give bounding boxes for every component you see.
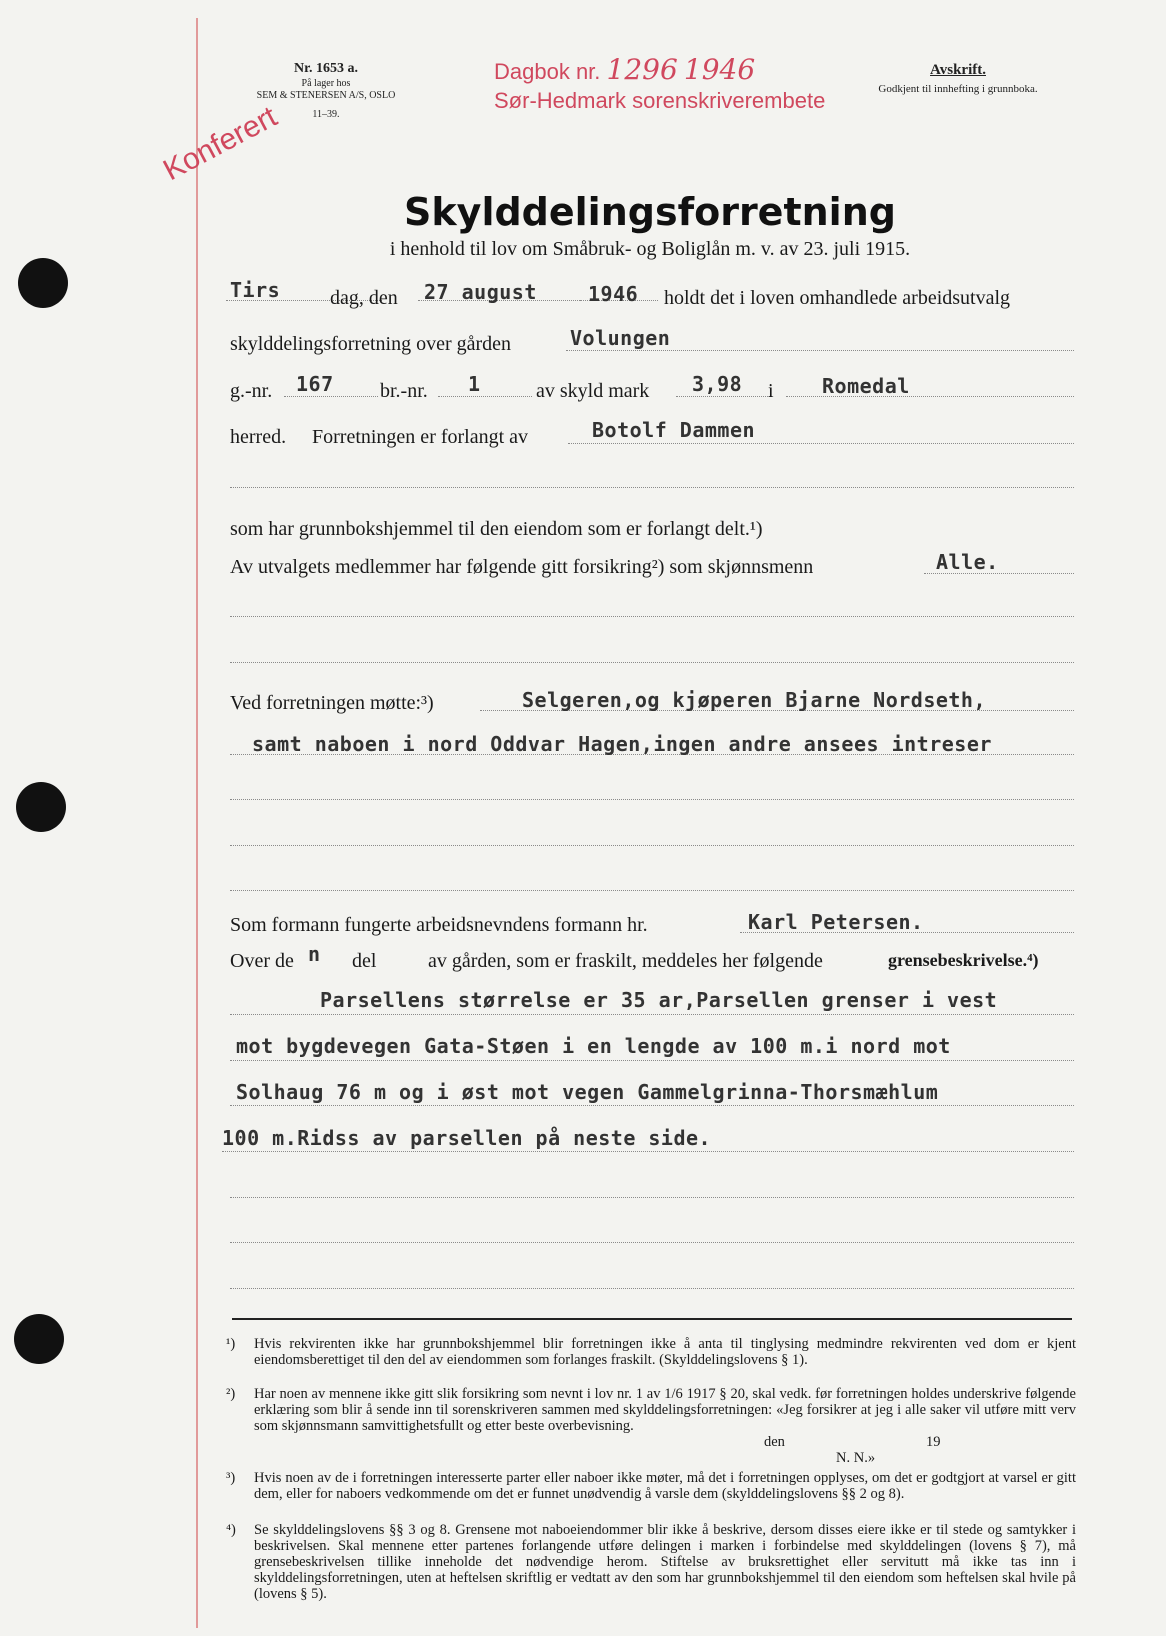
- skyld-label: av skyld mark: [536, 380, 650, 402]
- footnote-2-den: den: [764, 1434, 785, 1450]
- del-label: del: [352, 950, 377, 972]
- punch-hole-bottom: [14, 1314, 64, 1364]
- day-label: dag, den: [330, 287, 398, 309]
- footnote-2-sign: N. N.»: [836, 1450, 876, 1466]
- forsikring-label: Av utvalgets medlemmer har følgende gitt forsikring²) som skjønnsmenn: [230, 556, 814, 578]
- date-value: 27 august: [424, 280, 537, 304]
- document-subtitle: i henhold til lov om Småbruk- og Boliglån m. v. av 23. juli 1915.: [389, 238, 911, 260]
- footnote-divider: [232, 1318, 1072, 1320]
- herred-value: Romedal: [822, 374, 910, 398]
- margin-line: [196, 18, 198, 1628]
- grense-line-4: 100 m.Ridss av parsellen på neste side.: [222, 1126, 712, 1150]
- footnote-4-num: ⁴): [226, 1522, 236, 1538]
- day-value: Tirs: [230, 278, 281, 302]
- motte-value-1: Selgeren,og kjøperen Bjarne Nordseth,: [522, 688, 987, 712]
- bnr-value: 1: [468, 372, 481, 396]
- footnote-2-year: 19: [926, 1434, 941, 1450]
- footnote-3: [226, 1470, 1076, 1502]
- footnote-2: [226, 1386, 1076, 1466]
- publisher-line2: SEM & STENERSEN A/S, OSLO: [256, 90, 396, 101]
- dagbok-stamp: [494, 52, 825, 115]
- formann-label: Som formann fungerte arbeidsnevndens formann hr.: [230, 914, 648, 936]
- footnote-2-num: ²): [226, 1386, 236, 1402]
- grense-line-2: mot bygdevegen Gata-Støen i en lengde av 100 m.i nord mot: [236, 1034, 951, 1058]
- avskrift-label: Avskrift.: [930, 62, 986, 78]
- publisher-line1: På lager hos: [301, 77, 351, 89]
- fraskilt-text: av gården, som er fraskilt, meddeles her følgende: [428, 950, 823, 972]
- dagbok-label: Dagbok nr.: [494, 59, 601, 84]
- forlangt-value: Botolf Dammen: [592, 418, 756, 442]
- over-de-value: n: [308, 942, 321, 966]
- footnote-4-text: Se skylddelingslovens §§ 3 og 8. Grensene mot naboeiendommer blir ikke å beskrive, dersom disses eiere ikke er til stede og samtykker i beskrivelsen. Skal mennene etter partenes forlangende utføre delingen i marken i forbindelse med skylddelingen (lovens § 7), må grensebeskrivelsen tillike inneholde det nødvendige herom. Stiftelse av bruksrettighet eller servitutt må ikke tas inn i skylddelingsforretningen, uten at heftelsen skriftlig er vedtatt av den som har grunnbokshjemmel til den eiendom som heftelsen skal hvile på (lovens § 5).: [254, 1522, 1076, 1602]
- motte-label: Ved forretningen møtte:³): [230, 692, 434, 714]
- year-value: 1946: [588, 282, 639, 306]
- dagbok-year: 1946: [683, 53, 756, 86]
- farm-label: skylddelingsforretning over gården: [230, 333, 512, 355]
- motte-value-2: samt naboen i nord Oddvar Hagen,ingen andre ansees intreser: [252, 732, 992, 756]
- footnote-1-text: Hvis rekvirenten ikke har grunnbokshjemmel blir forretningen ikke å anta til tinglysing medmindre rekvirenten ved dom er kjent eiendomsberettiget til den del av eiendommen som forlanges fraskilt. (Skylddelingslovens § 1).: [254, 1336, 1076, 1368]
- godkjent-label: Godkjent til innhefting i grunnboka.: [878, 83, 1038, 95]
- herred-label: herred.: [230, 426, 287, 448]
- dagbok-number: 1296: [606, 53, 678, 86]
- document-title: Skylddelingsforretning: [404, 190, 896, 234]
- print-date: 11–39.: [312, 108, 340, 120]
- grense-line-1: Parsellens størrelse er 35 ar,Parsellen grenser i vest: [320, 988, 998, 1012]
- grense-line-3: Solhaug 76 m og i øst mot vegen Gammelgrinna-Thorsmæhlum: [236, 1080, 939, 1104]
- footnote-3-text: Hvis noen av de i forretningen interesserte parter eller naboer ikke møter, må det i forretningen opplyses, om det er godtgjort at varsel er gitt dem, eller for naboers vedkommende om det er funnet unødvendig å varsle dem (skylddelingslovens §§ 2 og 8).: [254, 1470, 1076, 1502]
- konferert-stamp: Konferert: [158, 100, 283, 188]
- form-header-right: [848, 62, 1068, 95]
- bnr-label: br.-nr.: [380, 380, 428, 402]
- gnr-label: g.-nr.: [230, 380, 273, 402]
- gnr-value: 167: [296, 372, 334, 396]
- forsikring-value: Alle.: [936, 550, 999, 574]
- farm-value: Volungen: [570, 326, 671, 350]
- over-de-label: Over de: [230, 950, 294, 972]
- held-text: holdt det i loven omhandlede arbeidsutvalg: [664, 287, 1011, 309]
- i-label: i: [768, 380, 774, 402]
- footnote-2-text: Har noen av mennene ikke gitt slik forsikring som nevnt i lov nr. 1 av 1/6 1917 § 20, skal vedk. før forretningen holdes underskrive følgende erklæring som blir å sende inn til sorenskriveren sammen med skylddelingsforretningen: «Jeg forsikrer at jeg i alle saker vil utføre mitt verv som skjønnsmann samvittighetsfullt og etter beste overbevisning.: [254, 1386, 1076, 1434]
- hjemmel-text: som har grunnbokshjemmel til den eiendom som er forlangt delt.¹): [230, 518, 763, 540]
- skyld-value: 3,98: [692, 372, 743, 396]
- footnote-4: [226, 1522, 1076, 1602]
- footnote-1-num: ¹): [226, 1336, 236, 1352]
- footnote-3-num: ³): [226, 1470, 236, 1486]
- forlangt-label: Forretningen er forlangt av: [312, 426, 529, 448]
- office-stamp: Sør-Hedmark sorenskriverembete: [494, 88, 826, 113]
- form-number: Nr. 1653 a.: [293, 61, 359, 76]
- grense-label: grensebeskrivelse.⁴): [888, 950, 1039, 970]
- punch-hole-top: [18, 258, 68, 308]
- footnote-1: [226, 1336, 1076, 1368]
- punch-hole-middle: [16, 782, 66, 832]
- formann-value: Karl Petersen.: [748, 910, 924, 934]
